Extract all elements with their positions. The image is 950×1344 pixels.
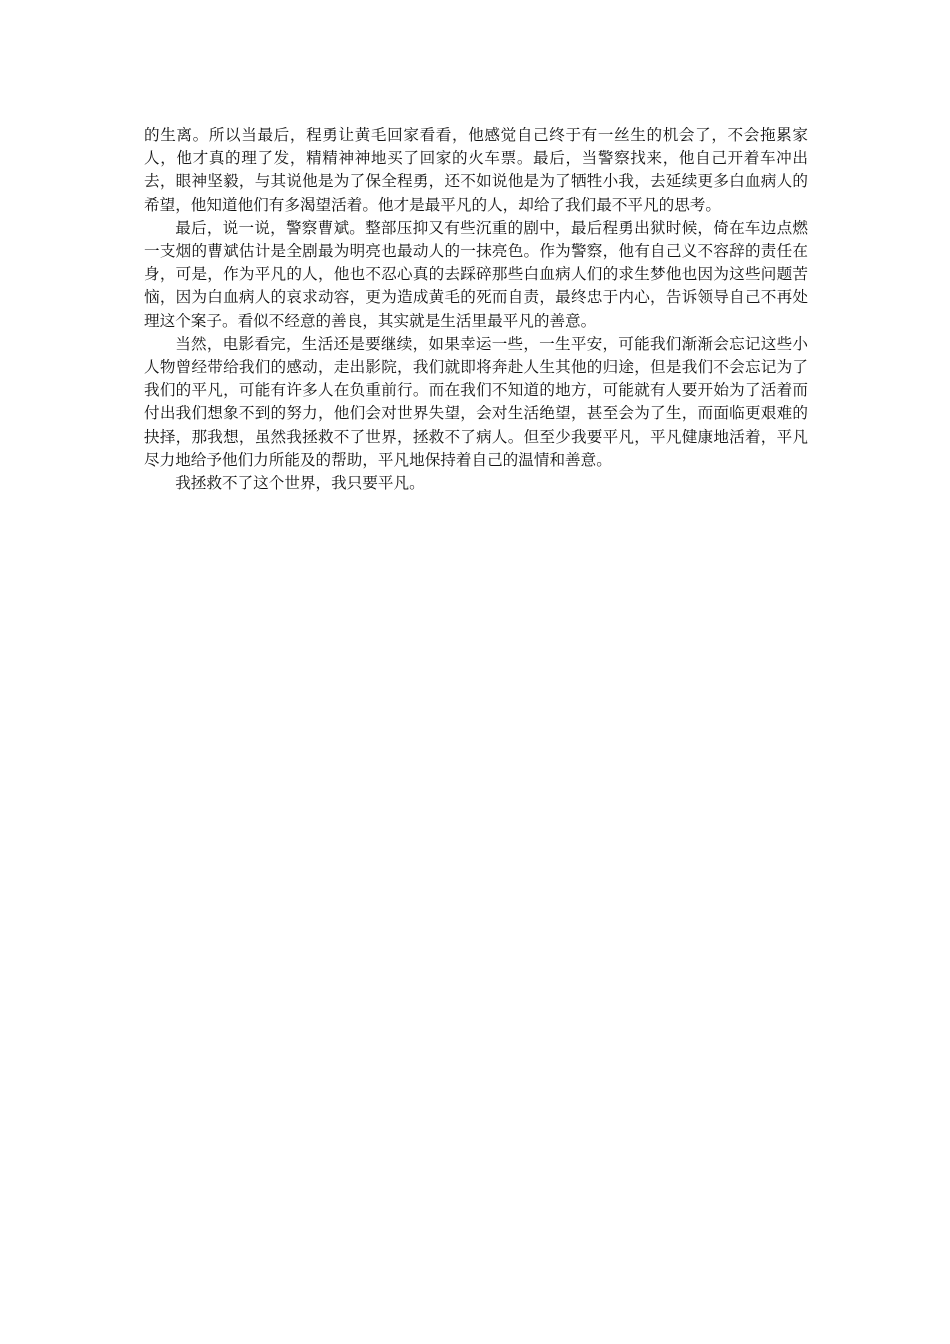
paragraph-continuation: 的生离。所以当最后，程勇让黄毛回家看看，他感觉自己终于有一丝生的机会了，不会拖累家人，他才真的理了发，精精神神地买了回家的火车票。最后，当警察找来，他自己开着车冲出去，眼神坚毅，与其说他是为了保全程勇，还不如说他是为了牺牲小我，去延续更多白血病人的希望，他知道他们有多渴望活着。他才是最平凡的人，却给了我们最不平凡的思考。 <box>144 126 808 214</box>
document-body <box>144 124 808 495</box>
paragraph-police-caobin: 最后，说一说，警察曹斌。整部压抑又有些沉重的剧中，最后程勇出狱时候，倚在车边点燃一支烟的曹斌估计是全剧最为明亮也最动人的一抹亮色。作为警察，他有自己义不容辞的责任在身，可是，作为平凡的人，他也不忍心真的去踩碎那些白血病人们的求生梦他也因为这些问题苦恼，因为白血病人的哀求动容，更为造成黄毛的死而自责，最终忠于内心，告诉领导自己不再处理这个案子。看似不经意的善良，其实就是生活里最平凡的善意。 <box>144 218 808 330</box>
paragraph-conclusion: 我拯救不了这个世界，我只要平凡。 <box>175 474 425 493</box>
paragraph-after-movie: 当然，电影看完，生活还是要继续，如果幸运一些，一生平安，可能我们渐渐会忘记这些小人物曾经带给我们的感动，走出影院，我们就即将奔赴人生其他的归途，但是我们不会忘记为了我们的平凡，可能有许多人在负重前行。而在我们不知道的地方，可能就有人要开始为了活着而付出我们想象不到的努力，他们会对世界失望，会对生活绝望，甚至会为了生，而面临更艰难的抉择，那我想，虽然我拯救不了世界，拯救不了病人。但至少我要平凡，平凡健康地活着，平凡尽力地给予他们力所能及的帮助，平凡地保持着自己的温情和善意。 <box>144 334 808 469</box>
